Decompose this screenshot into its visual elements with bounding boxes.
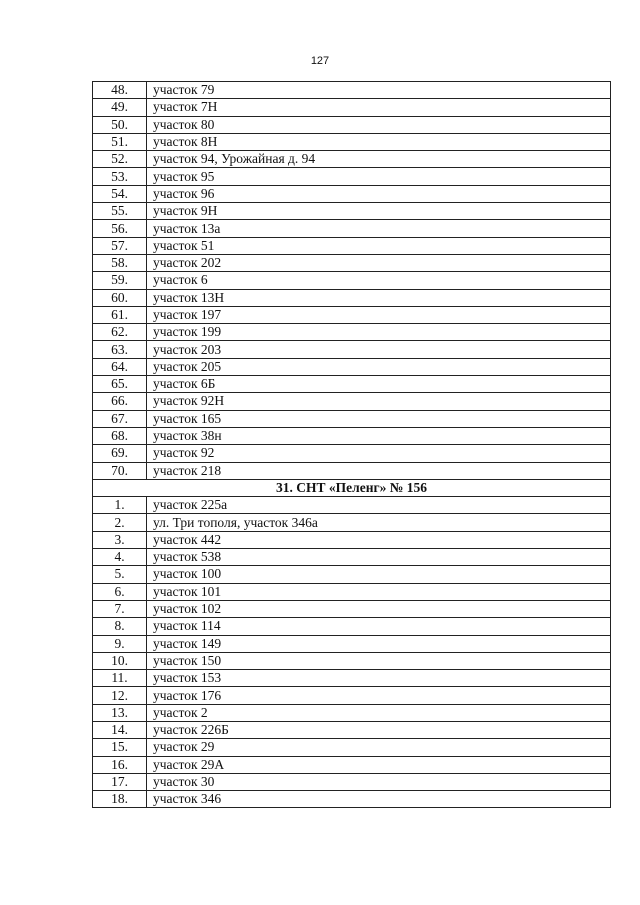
row-number: 4.	[93, 549, 147, 566]
row-number: 2.	[93, 514, 147, 531]
plot-address: участок 7Н	[147, 99, 611, 116]
plot-address: участок 100	[147, 566, 611, 583]
row-number: 3.	[93, 531, 147, 548]
row-number: 52.	[93, 151, 147, 168]
plots-table	[92, 81, 611, 808]
table-row	[93, 756, 611, 773]
row-number: 5.	[93, 566, 147, 583]
row-number: 64.	[93, 358, 147, 375]
plot-address: участок 225а	[147, 497, 611, 514]
row-number: 13.	[93, 704, 147, 721]
table-row	[93, 410, 611, 427]
table-row	[93, 220, 611, 237]
row-number: 57.	[93, 237, 147, 254]
plot-address: участок 95	[147, 168, 611, 185]
plot-address: участок 6	[147, 272, 611, 289]
row-number: 12.	[93, 687, 147, 704]
plot-address: участок 51	[147, 237, 611, 254]
table-row	[93, 670, 611, 687]
plot-address: участок 2	[147, 704, 611, 721]
table-section-previous	[93, 82, 611, 480]
plot-address: участок 6Б	[147, 376, 611, 393]
table-row	[93, 721, 611, 738]
row-number: 16.	[93, 756, 147, 773]
row-number: 59.	[93, 272, 147, 289]
plot-address: участок 38н	[147, 427, 611, 444]
plot-address: участок 8Н	[147, 133, 611, 150]
plot-address: участок 79	[147, 82, 611, 99]
row-number: 1.	[93, 497, 147, 514]
row-number: 53.	[93, 168, 147, 185]
row-number: 60.	[93, 289, 147, 306]
table-row	[93, 358, 611, 375]
table-row	[93, 462, 611, 479]
row-number: 67.	[93, 410, 147, 427]
table-row	[93, 393, 611, 410]
plot-address: участок 92	[147, 445, 611, 462]
plot-address: участок 153	[147, 670, 611, 687]
plot-address: участок 150	[147, 652, 611, 669]
table-section-snt-peleng	[93, 497, 611, 808]
row-number: 14.	[93, 721, 147, 738]
table-row	[93, 272, 611, 289]
row-number: 69.	[93, 445, 147, 462]
table-row	[93, 600, 611, 617]
table-row	[93, 168, 611, 185]
table-row	[93, 687, 611, 704]
plot-address: участок 538	[147, 549, 611, 566]
row-number: 49.	[93, 99, 147, 116]
table-row	[93, 531, 611, 548]
row-number: 70.	[93, 462, 147, 479]
plot-address: участок 149	[147, 635, 611, 652]
plot-address: участок 199	[147, 324, 611, 341]
row-number: 11.	[93, 670, 147, 687]
plot-address: участок 197	[147, 306, 611, 323]
plot-address: участок 94, Урожайная д. 94	[147, 151, 611, 168]
plot-address: участок 13а	[147, 220, 611, 237]
section-header-row	[93, 479, 611, 496]
table-row	[93, 185, 611, 202]
row-number: 55.	[93, 203, 147, 220]
table-row	[93, 773, 611, 790]
table-row	[93, 324, 611, 341]
row-number: 15.	[93, 739, 147, 756]
plot-address: участок 218	[147, 462, 611, 479]
row-number: 18.	[93, 791, 147, 808]
row-number: 66.	[93, 393, 147, 410]
table-row	[93, 635, 611, 652]
table-row	[93, 427, 611, 444]
table-row	[93, 445, 611, 462]
row-number: 10.	[93, 652, 147, 669]
table-row	[93, 99, 611, 116]
page-number: 127	[310, 55, 330, 67]
row-number: 65.	[93, 376, 147, 393]
row-number: 50.	[93, 116, 147, 133]
table-row	[93, 652, 611, 669]
table-row	[93, 549, 611, 566]
plot-address: участок 202	[147, 254, 611, 271]
table-row	[93, 82, 611, 99]
row-number: 7.	[93, 600, 147, 617]
plot-address: участок 442	[147, 531, 611, 548]
row-number: 48.	[93, 82, 147, 99]
table-row	[93, 376, 611, 393]
plot-address: участок 101	[147, 583, 611, 600]
table-row	[93, 618, 611, 635]
table-row	[93, 583, 611, 600]
table-section-header-row	[93, 479, 611, 496]
row-number: 61.	[93, 306, 147, 323]
plot-address: участок 30	[147, 773, 611, 790]
row-number: 54.	[93, 185, 147, 202]
table-row	[93, 289, 611, 306]
table-row	[93, 704, 611, 721]
table-row	[93, 237, 611, 254]
table-row	[93, 151, 611, 168]
plot-address: участок 92Н	[147, 393, 611, 410]
table-row	[93, 203, 611, 220]
plot-address: участок 226Б	[147, 721, 611, 738]
row-number: 68.	[93, 427, 147, 444]
plot-address: участок 29	[147, 739, 611, 756]
plot-address: участок 114	[147, 618, 611, 635]
plot-address: участок 102	[147, 600, 611, 617]
plot-address: участок 203	[147, 341, 611, 358]
table-row	[93, 306, 611, 323]
row-number: 17.	[93, 773, 147, 790]
plot-address: участок 96	[147, 185, 611, 202]
table-row	[93, 116, 611, 133]
row-number: 62.	[93, 324, 147, 341]
row-number: 58.	[93, 254, 147, 271]
table-row	[93, 133, 611, 150]
row-number: 9.	[93, 635, 147, 652]
row-number: 56.	[93, 220, 147, 237]
plot-address: участок 165	[147, 410, 611, 427]
plot-address: участок 176	[147, 687, 611, 704]
plot-address: участок 13Н	[147, 289, 611, 306]
table-row	[93, 791, 611, 808]
table-row	[93, 566, 611, 583]
section-title: 31. СНТ «Пеленг» № 156	[93, 479, 611, 496]
table-row	[93, 341, 611, 358]
table-row	[93, 497, 611, 514]
row-number: 6.	[93, 583, 147, 600]
table-row	[93, 254, 611, 271]
plot-address: участок 346	[147, 791, 611, 808]
table-row	[93, 514, 611, 531]
row-number: 63.	[93, 341, 147, 358]
plot-address: участок 80	[147, 116, 611, 133]
plot-address: участок 9Н	[147, 203, 611, 220]
plot-address: ул. Три тополя, участок 346а	[147, 514, 611, 531]
plot-address: участок 205	[147, 358, 611, 375]
row-number: 8.	[93, 618, 147, 635]
table-row	[93, 739, 611, 756]
row-number: 51.	[93, 133, 147, 150]
plot-address: участок 29А	[147, 756, 611, 773]
